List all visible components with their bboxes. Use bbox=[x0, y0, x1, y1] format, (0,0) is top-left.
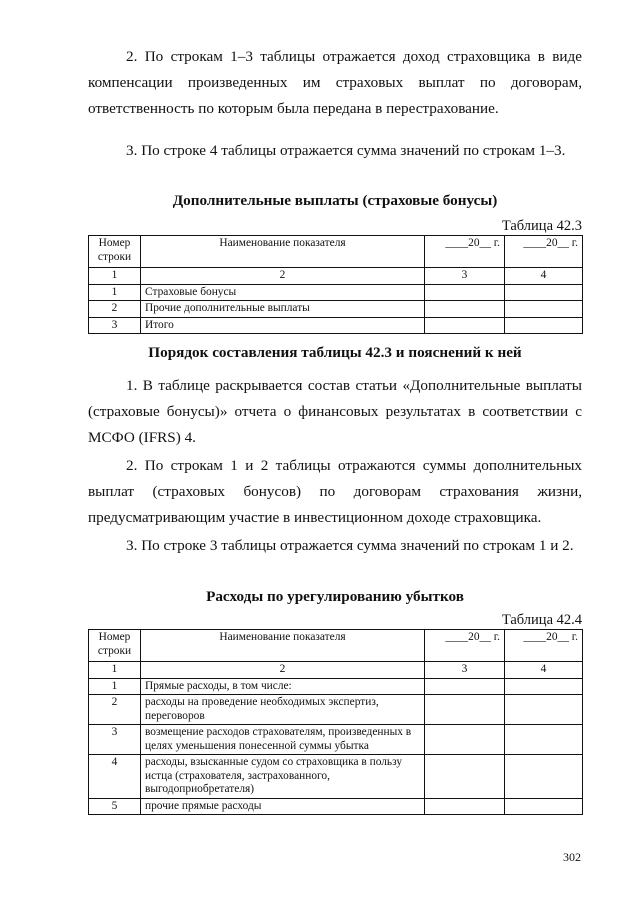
header-cell: Номер строки bbox=[89, 630, 141, 662]
column-number: 2 bbox=[141, 268, 425, 285]
column-number: 1 bbox=[89, 268, 141, 285]
column-number: 3 bbox=[425, 268, 505, 285]
row-name: Итого bbox=[141, 317, 425, 334]
value-cell bbox=[425, 725, 505, 755]
section-title: Дополнительные выплаты (страховые бонусы) bbox=[172, 192, 498, 209]
column-number: 1 bbox=[89, 662, 141, 679]
row-name: Страховые бонусы bbox=[141, 284, 425, 301]
column-number: 3 bbox=[425, 662, 505, 679]
table-row bbox=[89, 798, 583, 815]
value-cell bbox=[425, 678, 505, 695]
header-cell: Наименование показателя bbox=[141, 630, 425, 662]
value-cell bbox=[505, 284, 583, 301]
table-row bbox=[89, 678, 583, 695]
value-cell bbox=[425, 284, 505, 301]
header-cell: ____20__ г. bbox=[505, 236, 583, 268]
row-name: расходы, взысканные судом со страховщика в пользу истца (страхователя, застрахованного, выгодоприобретателя) bbox=[141, 755, 425, 799]
value-cell bbox=[425, 301, 505, 318]
paragraph: 2. По строкам 1–3 таблицы отражается доход страховщика в виде компенсации произведенных им страховых выплат по договорам, ответственность по которым была передана в перестрахование. bbox=[88, 48, 582, 117]
row-number: 1 bbox=[89, 284, 141, 301]
table-row bbox=[89, 301, 583, 318]
row-number: 2 bbox=[89, 695, 141, 725]
page-number: 302 bbox=[563, 850, 581, 864]
value-cell bbox=[505, 755, 583, 799]
value-cell bbox=[425, 317, 505, 334]
row-name: прочие прямые расходы bbox=[141, 798, 425, 815]
table-row bbox=[89, 725, 583, 755]
value-cell bbox=[425, 755, 505, 799]
row-number: 1 bbox=[89, 678, 141, 695]
value-cell bbox=[425, 798, 505, 815]
value-cell bbox=[505, 301, 583, 318]
column-number: 2 bbox=[141, 662, 425, 679]
header-cell: Наименование показателя bbox=[141, 236, 425, 268]
header-cell: ____20__ г. bbox=[505, 630, 583, 662]
paragraph: 3. По строке 3 таблицы отражается сумма значений по строкам 1 и 2. bbox=[126, 537, 574, 554]
table-row bbox=[89, 755, 583, 799]
table-header-row bbox=[89, 236, 583, 268]
row-name: Прямые расходы, в том числе: bbox=[141, 678, 425, 695]
column-number-row bbox=[89, 268, 583, 285]
value-cell bbox=[505, 317, 583, 334]
section-title: Порядок составления таблицы 42.3 и пояснений к ней bbox=[148, 344, 522, 361]
column-number: 4 bbox=[505, 662, 583, 679]
paragraph: 3. По строке 4 таблицы отражается сумма значений по строкам 1–3. bbox=[126, 142, 566, 159]
table-row bbox=[89, 695, 583, 725]
section-title: Расходы по урегулированию убытков bbox=[206, 588, 464, 605]
value-cell bbox=[505, 678, 583, 695]
column-number: 4 bbox=[505, 268, 583, 285]
header-cell: ____20__ г. bbox=[425, 630, 505, 662]
header-cell: Номер строки bbox=[89, 236, 141, 268]
row-number: 3 bbox=[89, 725, 141, 755]
row-number: 2 bbox=[89, 301, 141, 318]
table-42-3 bbox=[88, 235, 583, 334]
row-number: 5 bbox=[89, 798, 141, 815]
table-row bbox=[89, 317, 583, 334]
row-number: 3 bbox=[89, 317, 141, 334]
table-caption: Таблица 42.3 bbox=[501, 218, 582, 234]
row-name: возмещение расходов страхователям, произведенных в целях уменьшения понесенной суммы убытка bbox=[141, 725, 425, 755]
value-cell bbox=[425, 695, 505, 725]
table-header-row bbox=[89, 630, 583, 662]
table-row bbox=[89, 284, 583, 301]
value-cell bbox=[505, 798, 583, 815]
table-caption: Таблица 42.4 bbox=[501, 612, 582, 628]
row-name: Прочие дополнительные выплаты bbox=[141, 301, 425, 318]
value-cell bbox=[505, 725, 583, 755]
row-number: 4 bbox=[89, 755, 141, 799]
paragraph: 1. В таблице раскрывается состав статьи «Дополнительные выплаты (страховые бонусы)» отчета о финансовых результатах в соответствии с МСФО (IFRS) 4. bbox=[88, 377, 582, 446]
row-name: расходы на проведение необходимых экспертиз, переговоров bbox=[141, 695, 425, 725]
paragraph: 2. По строкам 1 и 2 таблицы отражаются суммы дополнительных выплат (страховых бонусов) по договорам страхования жизни, предусматривающим участие в инвестиционном доходе страховщика. bbox=[88, 457, 582, 526]
column-number-row bbox=[89, 662, 583, 679]
value-cell bbox=[505, 695, 583, 725]
header-cell: ____20__ г. bbox=[425, 236, 505, 268]
table-42-4 bbox=[88, 629, 583, 815]
